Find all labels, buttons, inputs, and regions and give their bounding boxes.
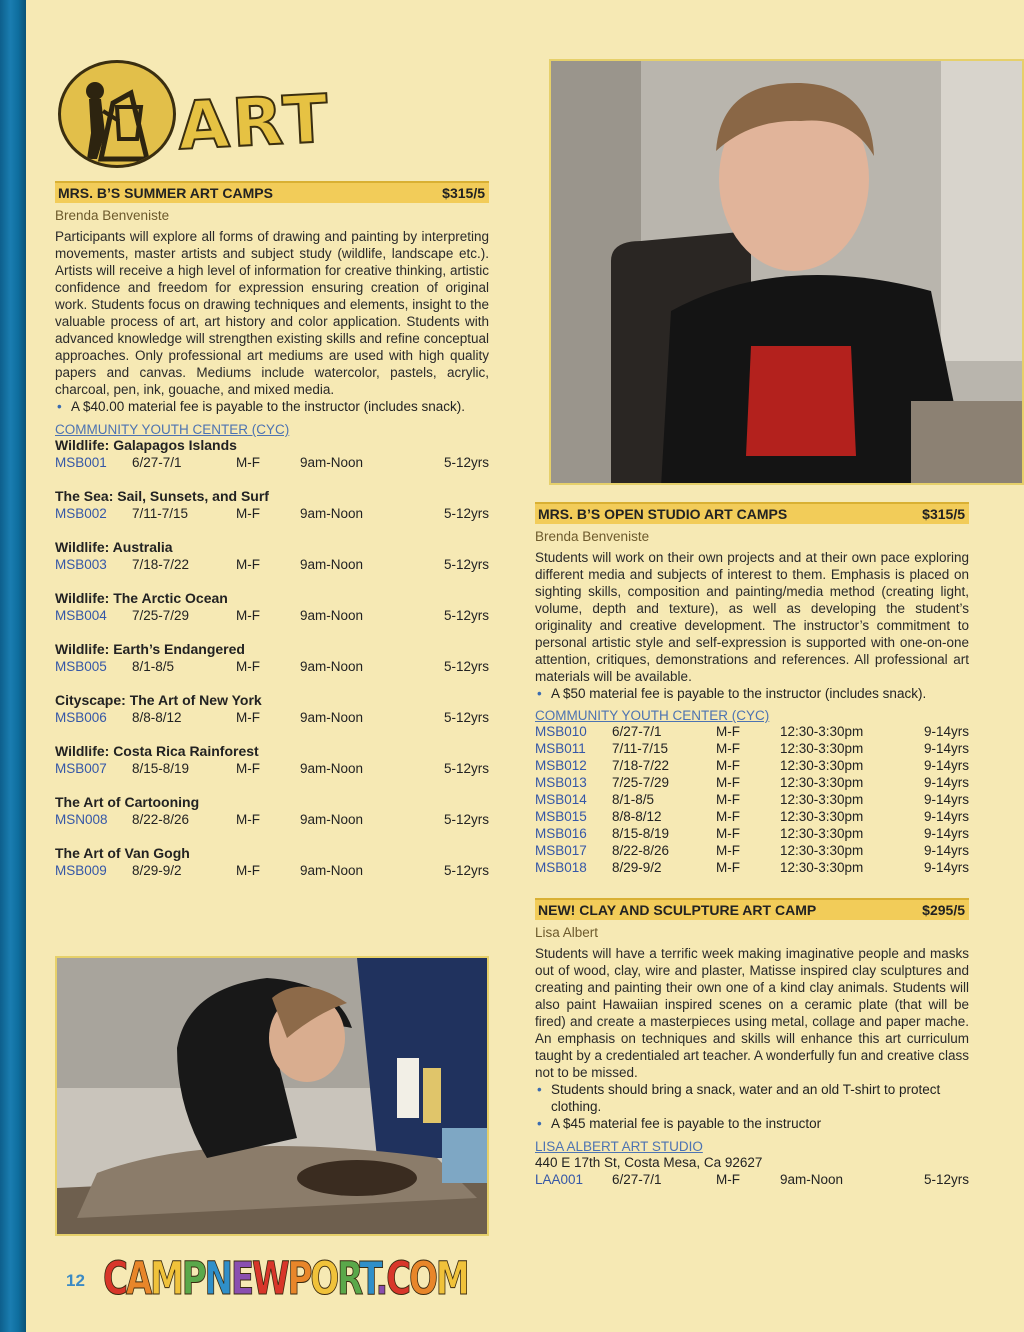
session-days: M-F bbox=[236, 812, 260, 827]
session-code[interactable]: MSB010 bbox=[535, 724, 587, 739]
art-logo-title: ART bbox=[176, 80, 333, 165]
session-dates: 6/27-7/1 bbox=[612, 1172, 662, 1187]
session-days: M-F bbox=[236, 710, 260, 725]
camp-notes bbox=[535, 685, 969, 702]
session-item bbox=[55, 845, 489, 879]
instructor-name: Lisa Albert bbox=[535, 925, 599, 940]
session-code[interactable]: MSB004 bbox=[55, 608, 107, 623]
session-time: 12:30-3:30pm bbox=[780, 758, 864, 773]
location-link[interactable]: COMMUNITY YOUTH CENTER (CYC) bbox=[535, 708, 770, 723]
session-ages: 5-12yrs bbox=[923, 1172, 969, 1187]
camp-notes bbox=[55, 398, 489, 415]
site-logo-letter: P bbox=[287, 1252, 311, 1305]
section-header bbox=[535, 502, 969, 524]
session-days: M-F bbox=[236, 659, 260, 674]
session-title: Cityscape: The Art of New York bbox=[55, 692, 262, 708]
session-time: 9am-Noon bbox=[300, 710, 364, 725]
camp-price: $315/5 bbox=[922, 506, 965, 522]
session-item bbox=[55, 743, 489, 777]
session-code[interactable]: MSB007 bbox=[55, 761, 107, 776]
instructor-name: Brenda Benveniste bbox=[535, 529, 650, 544]
session-code[interactable]: MSB005 bbox=[55, 659, 107, 674]
session-title: Wildlife: Galapagos Islands bbox=[55, 437, 237, 453]
section-header bbox=[55, 181, 489, 203]
session-time: 12:30-3:30pm bbox=[780, 826, 864, 841]
session-code[interactable]: MSB014 bbox=[535, 792, 587, 807]
session-table bbox=[535, 1171, 969, 1188]
session-time: 9am-Noon bbox=[300, 608, 364, 623]
session-row bbox=[55, 454, 489, 471]
session-time: 12:30-3:30pm bbox=[780, 775, 864, 790]
session-row bbox=[535, 859, 969, 876]
session-ages: 9-14yrs bbox=[923, 775, 969, 790]
session-code[interactable]: MSB002 bbox=[55, 506, 107, 521]
site-logo-letter: R bbox=[337, 1252, 360, 1305]
session-days: M-F bbox=[236, 761, 260, 776]
session-item bbox=[55, 590, 489, 624]
session-days: M-F bbox=[716, 843, 740, 858]
camp-title: MRS. B’S SUMMER ART CAMPS bbox=[58, 185, 273, 201]
session-ages: 5-12yrs bbox=[443, 659, 489, 674]
camp-notes bbox=[535, 1081, 969, 1132]
note-item: • Students should bring a snack, water and an old T-shirt to protect clothing. bbox=[535, 1081, 969, 1115]
session-code[interactable]: MSB003 bbox=[55, 557, 107, 572]
site-logo-letter: N bbox=[204, 1252, 231, 1305]
session-dates: 6/27-7/1 bbox=[132, 455, 182, 470]
session-dates: 8/1-8/5 bbox=[612, 792, 655, 807]
session-row bbox=[55, 709, 489, 726]
session-days: M-F bbox=[716, 758, 740, 773]
session-time: 9am-Noon bbox=[300, 659, 364, 674]
open-studio-section bbox=[535, 502, 969, 1188]
session-days: M-F bbox=[716, 724, 740, 739]
boy-photo bbox=[549, 59, 1024, 485]
session-dates: 8/29-9/2 bbox=[612, 860, 662, 875]
session-days: M-F bbox=[236, 455, 260, 470]
session-ages: 9-14yrs bbox=[923, 758, 969, 773]
session-item bbox=[55, 692, 489, 726]
session-days: M-F bbox=[236, 863, 260, 878]
session-row bbox=[535, 808, 969, 825]
session-row bbox=[55, 505, 489, 522]
session-code[interactable]: MSB018 bbox=[535, 860, 587, 875]
session-days: M-F bbox=[716, 860, 740, 875]
section-header bbox=[535, 898, 969, 920]
summer-art-camps-section bbox=[55, 181, 489, 879]
session-dates: 8/15-8/19 bbox=[612, 826, 670, 841]
session-time: 12:30-3:30pm bbox=[780, 741, 864, 756]
session-days: M-F bbox=[716, 775, 740, 790]
session-item bbox=[55, 794, 489, 828]
session-dates: 7/11-7/15 bbox=[132, 506, 189, 521]
session-code[interactable]: MSB016 bbox=[535, 826, 587, 841]
session-ages: 5-12yrs bbox=[443, 608, 489, 623]
session-dates: 7/11-7/15 bbox=[612, 741, 669, 756]
session-time: 12:30-3:30pm bbox=[780, 724, 864, 739]
session-code[interactable]: LAA001 bbox=[535, 1172, 584, 1187]
session-code[interactable]: MSB013 bbox=[535, 775, 587, 790]
session-code[interactable]: MSB001 bbox=[55, 455, 107, 470]
session-code[interactable]: MSB011 bbox=[535, 741, 586, 756]
session-row bbox=[535, 723, 969, 740]
site-logo-letter: M bbox=[435, 1252, 468, 1305]
session-dates: 8/8-8/12 bbox=[132, 710, 182, 725]
site-logo-letter: O bbox=[310, 1252, 338, 1305]
session-days: M-F bbox=[716, 809, 740, 824]
session-dates: 8/15-8/19 bbox=[132, 761, 190, 776]
session-table bbox=[535, 723, 969, 876]
camp-title: NEW! CLAY AND SCULPTURE ART CAMP bbox=[538, 902, 817, 918]
session-ages: 5-12yrs bbox=[443, 863, 489, 878]
session-row bbox=[535, 1171, 969, 1188]
site-logo-letter: T bbox=[359, 1252, 376, 1305]
session-time: 9am-Noon bbox=[300, 557, 364, 572]
campnewport-website-logo bbox=[103, 1252, 468, 1305]
session-code[interactable]: MSB017 bbox=[535, 843, 587, 858]
session-ages: 5-12yrs bbox=[443, 710, 489, 725]
site-logo-letter: A bbox=[125, 1252, 151, 1305]
session-time: 12:30-3:30pm bbox=[780, 809, 864, 824]
session-code[interactable]: MSB009 bbox=[55, 863, 107, 878]
session-time: 9am-Noon bbox=[300, 863, 364, 878]
camp-title: MRS. B’S OPEN STUDIO ART CAMPS bbox=[538, 506, 788, 522]
session-row bbox=[55, 862, 489, 879]
session-row bbox=[535, 774, 969, 791]
session-ages: 5-12yrs bbox=[443, 455, 489, 470]
session-row bbox=[55, 811, 489, 828]
session-row bbox=[55, 658, 489, 675]
session-item bbox=[55, 641, 489, 675]
session-dates: 7/25-7/29 bbox=[612, 775, 670, 790]
session-time: 9am-Noon bbox=[300, 506, 364, 521]
session-time: 9am-Noon bbox=[300, 812, 364, 827]
session-title: Wildlife: Australia bbox=[55, 539, 173, 555]
session-dates: 7/18-7/22 bbox=[612, 758, 670, 773]
session-dates: 8/22-8/26 bbox=[132, 812, 190, 827]
session-dates: 8/8-8/12 bbox=[612, 809, 662, 824]
session-code[interactable]: MSB006 bbox=[55, 710, 107, 725]
girl-painting-photo bbox=[55, 956, 489, 1236]
instructor-name: Brenda Benveniste bbox=[55, 208, 170, 223]
session-time: 12:30-3:30pm bbox=[780, 792, 864, 807]
location-link[interactable]: LISA ALBERT ART STUDIO bbox=[535, 1139, 703, 1154]
session-ages: 5-12yrs bbox=[443, 557, 489, 572]
note-item: • A $45 material fee is payable to the instructor bbox=[535, 1115, 969, 1132]
camp-price: $295/5 bbox=[922, 902, 965, 918]
site-logo-letter: W bbox=[251, 1252, 288, 1305]
session-ages: 9-14yrs bbox=[923, 860, 969, 875]
site-logo-letter: P bbox=[181, 1252, 205, 1305]
note-item: • A $40.00 material fee is payable to the instructor (includes snack). bbox=[55, 398, 489, 415]
session-days: M-F bbox=[236, 506, 260, 521]
session-item bbox=[55, 539, 489, 573]
session-days: M-F bbox=[716, 792, 740, 807]
session-row bbox=[55, 760, 489, 777]
session-row bbox=[535, 791, 969, 808]
location-link[interactable]: COMMUNITY YOUTH CENTER (CYC) bbox=[55, 422, 290, 437]
session-ages: 9-14yrs bbox=[923, 792, 969, 807]
session-time: 9am-Noon bbox=[300, 455, 364, 470]
session-row bbox=[535, 757, 969, 774]
session-ages: 9-14yrs bbox=[923, 843, 969, 858]
session-days: M-F bbox=[236, 557, 260, 572]
session-ages: 5-12yrs bbox=[443, 761, 489, 776]
session-title: The Art of Cartooning bbox=[55, 794, 200, 810]
art-logo-emblem bbox=[58, 60, 176, 168]
session-dates: 8/29-9/2 bbox=[132, 863, 182, 878]
camp-description: Students will have a terrific week making imaginative people and masks out of wood, clay, wire and plaster, Matisse inspired clay sculptures and creating and painting their own one of a kind clay animals. Students will also paint Hawaiian inspired scenes on a ceramic plate (that will be fired) and create a masterpieces using metal, collage and paper mache. An emphasis on techniques and skills will enhance this art curriculum taught by a credentialed art teacher. A wonderfully fun and creative class not to be missed. bbox=[535, 946, 969, 1080]
site-logo-letter: . bbox=[375, 1252, 387, 1305]
session-ages: 5-12yrs bbox=[443, 812, 489, 827]
session-title: Wildlife: The Arctic Ocean bbox=[55, 590, 228, 606]
session-dates: 7/18-7/22 bbox=[132, 557, 190, 572]
site-logo-letter: C bbox=[103, 1252, 126, 1305]
session-time: 9am-Noon bbox=[780, 1172, 844, 1187]
session-time: 12:30-3:30pm bbox=[780, 860, 864, 875]
session-dates: 8/22-8/26 bbox=[612, 843, 670, 858]
session-ages: 9-14yrs bbox=[923, 809, 969, 824]
camp-price: $315/5 bbox=[442, 185, 485, 201]
session-code[interactable]: MSN008 bbox=[55, 812, 108, 827]
site-logo-letter: O bbox=[408, 1252, 436, 1305]
session-dates: 8/1-8/5 bbox=[132, 659, 175, 674]
session-item bbox=[55, 437, 489, 471]
session-dates: 6/27-7/1 bbox=[612, 724, 662, 739]
camp-description: Participants will explore all forms of drawing and painting by interpreting movements, master artists and subject study (wildlife, landscape etc.). Artists will receive a high level of information for creative thinking, artistic confidence and freedom for expression ensuring creation of original work. Students focus on drawing techniques and elements, insight to the valuable process of art, art history and color application. Students with advanced knowledge will strengthen existing skills and refine conceptual approaches. Only professional art mediums are used with high quality papers and canvas. Mediums include watercolor, pastels, acrylic, charcoal, pen, ink, gouache, and mixed media. bbox=[55, 229, 489, 397]
site-logo-letter: C bbox=[386, 1252, 409, 1305]
session-row bbox=[55, 607, 489, 624]
session-code[interactable]: MSB012 bbox=[535, 758, 587, 773]
session-item bbox=[55, 488, 489, 522]
session-time: 12:30-3:30pm bbox=[780, 843, 864, 858]
session-title: The Sea: Sail, Sunsets, and Surf bbox=[55, 488, 269, 504]
session-title: Wildlife: Earth’s Endangered bbox=[55, 641, 245, 657]
session-code[interactable]: MSB015 bbox=[535, 809, 587, 824]
session-row bbox=[535, 842, 969, 859]
session-row bbox=[55, 556, 489, 573]
note-item: • A $50 material fee is payable to the instructor (includes snack). bbox=[535, 685, 969, 702]
session-row bbox=[535, 740, 969, 757]
location-address: 440 E 17th St, Costa Mesa, Ca 92627 bbox=[535, 1155, 763, 1170]
left-edge-strip bbox=[0, 0, 26, 1332]
site-logo-letter: M bbox=[150, 1252, 182, 1305]
session-row bbox=[535, 825, 969, 842]
page-number: 12 bbox=[66, 1271, 85, 1290]
camp-description: Students will work on their own projects and at their own pace exploring different media and subjects of interest to them. Emphasis is placed on sighting skills, composition and painting/media method (creating light, volume, depth and texture), as well as developing the student’s originality and creative development. The instructor’s commitment to personal artistic style and self-expression is supported with one-on-one attention, critiques, demonstrations and references. All professional art materials will be available. bbox=[535, 550, 969, 684]
session-list bbox=[55, 437, 489, 879]
site-logo-letter: E bbox=[230, 1252, 252, 1305]
session-ages: 5-12yrs bbox=[443, 506, 489, 521]
session-ages: 9-14yrs bbox=[923, 724, 969, 739]
session-time: 9am-Noon bbox=[300, 761, 364, 776]
session-ages: 9-14yrs bbox=[923, 741, 969, 756]
session-days: M-F bbox=[716, 826, 740, 841]
session-days: M-F bbox=[716, 741, 740, 756]
session-title: Wildlife: Costa Rica Rainforest bbox=[55, 743, 259, 759]
session-days: M-F bbox=[236, 608, 260, 623]
session-ages: 9-14yrs bbox=[923, 826, 969, 841]
session-title: The Art of Van Gogh bbox=[55, 845, 190, 861]
session-days: M-F bbox=[716, 1172, 740, 1187]
session-dates: 7/25-7/29 bbox=[132, 608, 190, 623]
